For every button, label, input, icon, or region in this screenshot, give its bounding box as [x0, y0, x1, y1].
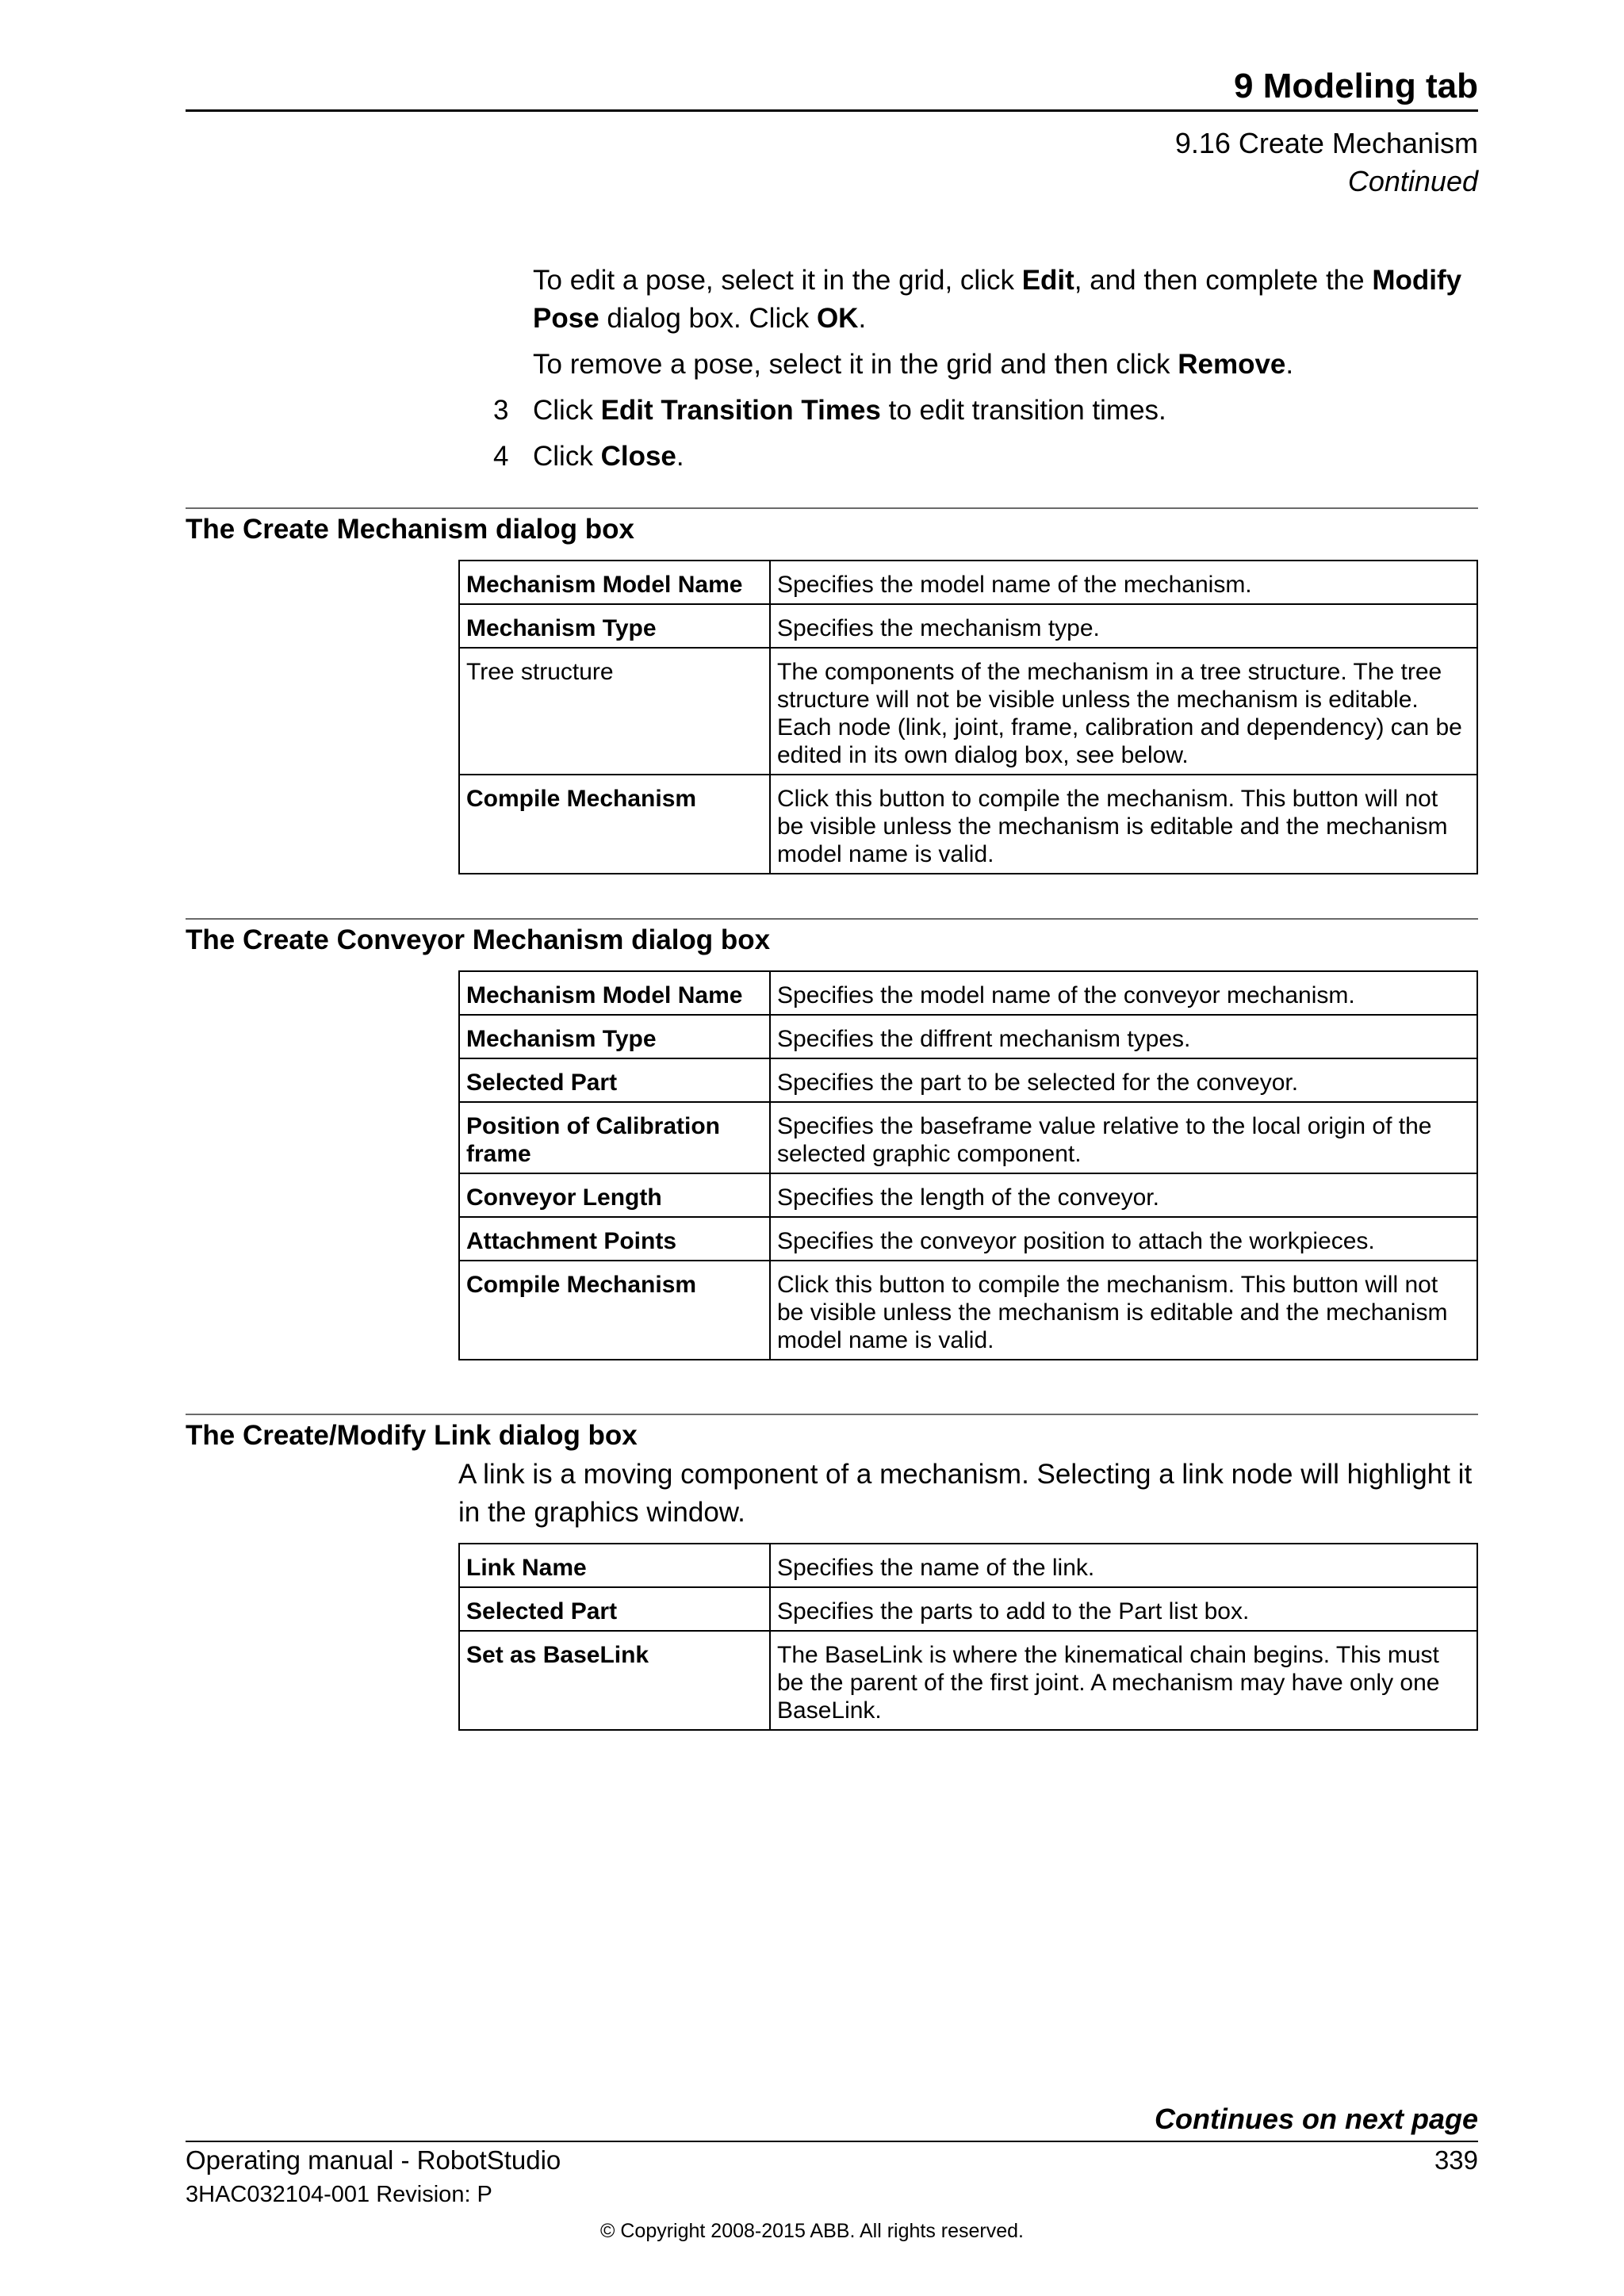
section-title: 9.16 Create Mechanism — [1174, 127, 1478, 159]
manual-name: Operating manual - RobotStudio — [186, 2145, 561, 2175]
description-cell: Click this button to compile the mechanism. This button will not be visible unless the mechanism is editable and the mechanism model name is valid. — [770, 1261, 1477, 1360]
link-intro-paragraph: A link is a moving component of a mechanism. Selecting a link node will highlight it in the graphics window. — [458, 1459, 1473, 1528]
description-cell: Specifies the diffrent mechanism types. — [770, 1015, 1477, 1058]
text-run: . — [858, 303, 867, 334]
term-cell: Conveyor Length — [459, 1173, 770, 1217]
modify-pose-keyword: Modify Pose — [533, 265, 1462, 334]
ok-keyword: OK — [816, 303, 859, 334]
term-cell: Compile Mechanism — [459, 1261, 770, 1360]
table-row — [459, 1102, 1477, 1173]
text-run: To remove a pose, select it in the grid and then click — [533, 349, 1178, 380]
table-row — [459, 561, 1477, 604]
term-cell: Mechanism Type — [459, 604, 770, 648]
table-row — [459, 775, 1477, 874]
section-rule — [186, 918, 1478, 920]
header-rule — [186, 109, 1478, 112]
chapter-title: 9 Modeling tab — [1234, 67, 1478, 105]
table-row — [459, 604, 1477, 648]
table-row — [459, 1217, 1477, 1261]
description-cell: Specifies the parts to add to the Part list box. — [770, 1587, 1477, 1631]
term-cell: Mechanism Model Name — [459, 561, 770, 604]
step-number: 4 — [493, 441, 509, 472]
text-run: , and then complete the — [1074, 265, 1373, 296]
section-rule — [186, 1414, 1478, 1415]
copyright-notice: © Copyright 2008-2015 ABB. All rights reserved. — [600, 2220, 1024, 2242]
text-run: . — [1285, 349, 1294, 380]
edit-transition-times-keyword: Edit Transition Times — [600, 395, 881, 426]
description-cell: Specifies the model name of the conveyor mechanism. — [770, 971, 1477, 1015]
term-cell: Selected Part — [459, 1587, 770, 1631]
step-text — [533, 392, 1166, 430]
description-cell: Click this button to compile the mechanism. This button will not be visible unless the mechanism is editable and the mechanism model name is valid. — [770, 775, 1477, 874]
description-cell: Specifies the mechanism type. — [770, 604, 1477, 648]
section-heading-create-modify-link: The Create/Modify Link dialog box — [186, 1420, 638, 1451]
text-run: To edit a pose, select it in the grid, click — [533, 265, 1022, 296]
description-cell: Specifies the part to be selected for the conveyor. — [770, 1058, 1477, 1102]
table-row — [459, 1173, 1477, 1217]
table-row — [459, 1015, 1477, 1058]
term-cell: Link Name — [459, 1544, 770, 1587]
continued-label: Continued — [1347, 165, 1478, 197]
create-mechanism-table — [458, 560, 1478, 874]
section-heading-create-conveyor-mechanism: The Create Conveyor Mechanism dialog box — [186, 924, 771, 955]
table-row — [459, 1261, 1477, 1360]
term-cell: Compile Mechanism — [459, 775, 770, 874]
document-id: 3HAC032104-001 Revision: P — [186, 2182, 492, 2207]
section-heading-create-mechanism: The Create Mechanism dialog box — [186, 514, 634, 545]
description-cell: Specifies the length of the conveyor. — [770, 1173, 1477, 1217]
step-text — [533, 438, 684, 476]
footer-rule — [186, 2141, 1478, 2142]
table-row — [459, 971, 1477, 1015]
text-run: . — [676, 441, 684, 472]
description-cell: Specifies the baseframe value relative to the local origin of the selected graphic component. — [770, 1102, 1477, 1173]
section-rule — [186, 507, 1478, 509]
text-run: dialog box. Click — [599, 303, 817, 334]
term-cell: Mechanism Type — [459, 1015, 770, 1058]
create-modify-link-table — [458, 1543, 1478, 1731]
description-cell: Specifies the model name of the mechanism. — [770, 561, 1477, 604]
close-keyword: Close — [600, 441, 676, 472]
description-cell: Specifies the conveyor position to attach the workpieces. — [770, 1217, 1477, 1261]
term-cell: Mechanism Model Name — [459, 971, 770, 1015]
edit-keyword: Edit — [1021, 265, 1074, 296]
term-cell: Set as BaseLink — [459, 1631, 770, 1730]
description-cell: Specifies the name of the link. — [770, 1544, 1477, 1587]
term-cell: Attachment Points — [459, 1217, 770, 1261]
remove-pose-paragraph — [533, 346, 1478, 384]
continues-on-next-page: Continues on next page — [1154, 2103, 1478, 2135]
term-cell: Position of Calibration frame — [459, 1102, 770, 1173]
table-row — [459, 648, 1477, 775]
text-run: to edit transition times. — [880, 395, 1166, 426]
term-cell: Selected Part — [459, 1058, 770, 1102]
remove-keyword: Remove — [1178, 349, 1286, 380]
term-cell: Tree structure — [459, 648, 770, 775]
edit-pose-paragraph — [533, 262, 1478, 338]
table-row — [459, 1587, 1477, 1631]
table-row — [459, 1631, 1477, 1730]
table-row — [459, 1058, 1477, 1102]
description-cell: The BaseLink is where the kinematical chain begins. This must be the parent of the first joint. A mechanism may have only one BaseLink. — [770, 1631, 1477, 1730]
page-number: 339 — [1434, 2145, 1478, 2175]
description-cell: The components of the mechanism in a tree structure. The tree structure will not be visible unless the mechanism is editable. Each node (link, joint, frame, calibration and dependency) can be edited in its own dialog box, see below. — [770, 648, 1477, 775]
text-run: Click — [533, 395, 601, 426]
text-run: Click — [533, 441, 601, 472]
table-row — [459, 1544, 1477, 1587]
create-conveyor-mechanism-table — [458, 970, 1478, 1360]
step-number: 3 — [493, 395, 509, 426]
